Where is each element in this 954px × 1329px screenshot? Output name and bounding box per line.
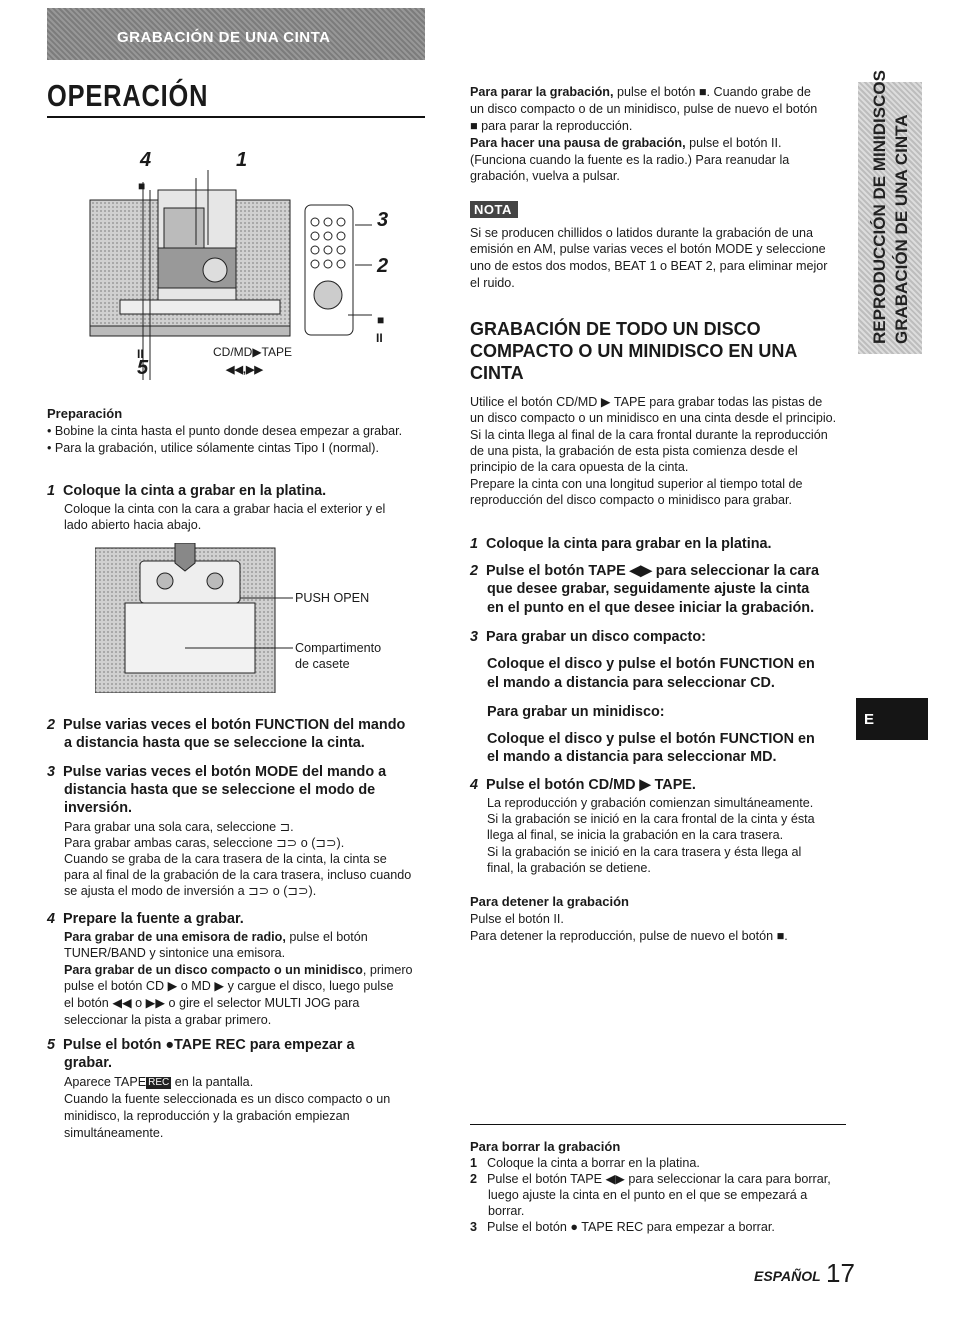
r-step-4-heading: 4 Pulse el botón CD/MD ▶ TAPE. xyxy=(470,777,696,793)
label-5: 5 xyxy=(137,357,149,379)
prep-heading: Preparación xyxy=(47,406,123,421)
compartment-label-1: Compartimento xyxy=(295,641,382,655)
step-3-text-3: Cuando se graba de la cara trasera de la cinta, la cinta se xyxy=(64,852,387,866)
step-3-text-1: Para grabar una sola cara, seleccione ⊐. xyxy=(64,820,294,834)
detener-heading: Para detener la grabación xyxy=(470,894,629,909)
pause-symbol: II xyxy=(137,347,144,361)
section-heading-3: CINTA xyxy=(470,363,524,383)
intro-text-2: un disco compacto o un minidisco en una cinta desde el principio. xyxy=(470,411,837,425)
r-step-4-text-2: Si la grabación se inició en la cara frontal de la cinta y ésta xyxy=(487,812,815,826)
step-4-text-6: seleccionar la pista a grabar primero. xyxy=(64,1013,272,1027)
step-1-text-2: lado abierto hacia abajo. xyxy=(64,518,202,532)
r-step-3-heading: 3 Para grabar un disco compacto: xyxy=(470,629,706,645)
nota-text-2: emisión en AM, pulse varias veces el botón MODE y seleccione xyxy=(470,242,826,256)
step-3-heading-3: inversión. xyxy=(64,800,132,816)
step-4-text-4: pulse el botón CD ▶ o MD ▶ y cargue el disco, luego pulse xyxy=(64,979,394,993)
side-tab-line-2: GRABACIÓN DE UNA CINTA xyxy=(892,114,911,344)
step-1-heading: 1 Coloque la cinta a grabar en la platina. xyxy=(47,483,327,499)
step-5-heading-2: grabar. xyxy=(64,1055,112,1071)
pause-rec-text-2: (Funciona cuando la fuente es la radio.) Para reanudar la xyxy=(470,153,790,167)
step-4-text-2: TUNER/BAND y sintonice una emisora. xyxy=(64,946,286,960)
pause-rec-text-3: grabación, vuelva a pulsar. xyxy=(470,169,620,183)
pause-symbol-remote: II xyxy=(376,331,383,345)
r-step-3-md-2: el mando a distancia para seleccionar MD. xyxy=(487,749,777,765)
language-tab: E xyxy=(856,698,928,740)
prep-bullet-1: • Bobine la cinta hasta el punto donde desea empezar a grabar. xyxy=(47,424,403,438)
r-step-3-cd-2: el mando a distancia para seleccionar CD. xyxy=(487,675,775,691)
step-4-heading: 4 Prepare la fuente a grabar. xyxy=(47,911,244,927)
intro-text-3: Si la cinta llega al final de la cara frontal durante la reproducción xyxy=(470,428,828,442)
compartment-label-2: de casete xyxy=(295,657,350,671)
nota-text-4: el ruido. xyxy=(470,276,515,290)
step-5-text-3: minidisco, la reproducción y la grabación empiezan xyxy=(64,1109,350,1123)
borrar-heading: Para borrar la grabación xyxy=(470,1139,621,1154)
cassette-diagram xyxy=(95,543,295,693)
borrar-step-2-3: borrar. xyxy=(488,1204,525,1218)
r-step-1-heading: 1 Coloque la cinta para grabar en la platina. xyxy=(470,536,772,552)
label-1: 1 xyxy=(236,149,248,171)
nota-text-1: Si se producen chillidos o latidos durante la grabación de una xyxy=(470,226,814,240)
footer-language: ESPAÑOL xyxy=(754,1268,821,1284)
title-rule xyxy=(47,116,425,118)
nota-badge: NOTA xyxy=(470,201,518,218)
intro-text-5: principio de la cara opuesta de la cinta. xyxy=(470,460,689,474)
r-step-4-text-3: llega al final, se inicia la grabación en la cara trasera. xyxy=(487,828,784,842)
section-heading-2: COMPACTO O UN MINIDISCO EN UNA xyxy=(470,341,798,361)
intro-text-1: Utilice el botón CD/MD ▶ TAPE para grabar todas las pistas de xyxy=(470,395,823,409)
step-3-text-5: se ajusta el modo de inversión a ⊐⊃ o (⊐⊃). xyxy=(64,884,317,898)
step-4-text-5: el botón ◀◀ o ▶▶ o gire el selector MULTI JOG para xyxy=(64,996,360,1010)
rec-indicator: REC xyxy=(148,1077,170,1088)
section-heading-1: GRABACIÓN DE TODO UN DISCO xyxy=(470,319,761,339)
r-step-2-heading-1: 2 Pulse el botón TAPE ◀▶ para seleccionar la cara xyxy=(470,563,820,579)
stop-symbol-remote: ■ xyxy=(377,313,385,327)
borrar-step-1: 1 Coloque la cinta a borrar en la platina. xyxy=(470,1156,700,1170)
cdmd-tape-label: CD/MD▶TAPE xyxy=(213,345,293,359)
r-step-3-cd-1: Coloque el disco y pulse el botón FUNCTION en xyxy=(487,656,815,672)
step-3-heading-2: distancia hasta que se seleccione el modo de xyxy=(64,782,376,798)
skip-arrows-label: ◀◀,▶▶ xyxy=(226,364,263,376)
label-3: 3 xyxy=(377,209,389,231)
r-step-2-heading-2: que desee grabar, seguidamente ajuste la cinta xyxy=(487,581,810,597)
banner-title: GRABACIÓN DE UNA CINTA xyxy=(117,29,331,46)
r-step-3-md-heading: Para grabar un minidisco: xyxy=(487,704,665,720)
side-tab xyxy=(858,70,922,354)
stop-symbol: ■ xyxy=(138,179,146,193)
section-banner xyxy=(47,8,425,60)
nota-text-3: uno de estos dos modos, BEAT 1 o BEAT 2, para eliminar mejor xyxy=(470,259,828,273)
step-5-text-2: Cuando la fuente seleccionada es un disco compacto o un xyxy=(64,1092,391,1106)
intro-text-6: Prepare la cinta con una longitud superior al tiempo total de xyxy=(470,477,803,491)
intro-text-4: de una pista, la grabación de esta pista comienza desde el xyxy=(470,444,798,458)
borrar-step-2-2: luego ajuste la cinta en el punto en el que se empezará a xyxy=(488,1188,808,1202)
step-5-heading-1: 5 Pulse el botón ●TAPE REC para empezar a xyxy=(47,1037,355,1053)
side-tab-line-1: REPRODUCCIÓN DE MINIDISCOS xyxy=(870,70,889,344)
step-2-heading-2: a distancia hasta que se seleccione la cinta. xyxy=(64,735,365,751)
push-open-label: PUSH OPEN xyxy=(295,591,370,605)
intro-text-7: reproducción del disco compacto o minidisco para grabar. xyxy=(470,493,793,507)
step-3-text-2: Para grabar ambas caras, seleccione ⊐⊃ o (⊐⊃). xyxy=(64,836,345,850)
r-step-4-text-4: Si la grabación se inició en la cara trasera y ésta llega al xyxy=(487,845,802,859)
step-3-text-4: para al final de la grabación de la cara trasera, incluso cuando xyxy=(64,868,412,882)
r-step-3-md-1: Coloque el disco y pulse el botón FUNCTION en xyxy=(487,731,815,747)
detener-text-1: Pulse el botón II. xyxy=(470,912,564,926)
label-2: 2 xyxy=(377,255,389,277)
stop-rec-text-2: un disco compacto o de un minidisco, pulse de nuevo el botón xyxy=(470,102,818,116)
step-3-heading-1: 3 Pulse varias veces el botón MODE del mando a xyxy=(47,764,387,780)
pause-rec-text-1: Para hacer una pausa de grabación, pulse el botón II. xyxy=(470,136,782,150)
borrar-step-2-1: 2 Pulse el botón TAPE ◀▶ para seleccionar la cara para borrar, xyxy=(470,1172,831,1186)
label-4: 4 xyxy=(140,149,152,171)
step-4-text-1: Para grabar de una emisora de radio, pulse el botón xyxy=(64,930,368,944)
step-2-heading-1: 2 Pulse varias veces el botón FUNCTION del mando xyxy=(47,717,406,733)
step-5-text-1: Aparece TAPE REC en la pantalla. xyxy=(64,1075,254,1089)
borrar-step-3: 3 Pulse el botón ● TAPE REC para empezar a borrar. xyxy=(470,1220,775,1234)
prep-bullet-2: • Para la grabación, utilice sólamente cintas Tipo I (normal). xyxy=(47,441,379,455)
r-step-2-heading-3: en el punto en el que desee iniciar la grabación. xyxy=(487,600,815,616)
step-4-text-3: Para grabar de un disco compacto o un minidisco, primero xyxy=(64,963,413,977)
r-step-4-text-1: La reproducción y grabación comienzan simultáneamente. xyxy=(487,796,814,810)
page-number: 17 xyxy=(826,1258,855,1288)
step-1-text-1: Coloque la cinta con la cara a grabar hacia el exterior y el xyxy=(64,502,386,516)
stop-rec-text-3: ■ para parar la reproducción. xyxy=(470,119,633,133)
step-5-text-4: simultáneamente. xyxy=(64,1126,164,1140)
r-step-4-text-5: final, la grabación se detiene. xyxy=(487,861,651,875)
borrar-rule xyxy=(470,1124,846,1125)
stop-rec-text-1: Para parar la grabación, pulse el botón ■. Cuando grabe de xyxy=(470,85,811,99)
page-title: OPERACIÓN xyxy=(47,78,209,113)
detener-text-2: Para detener la reproducción, pulse de nuevo el botón ■. xyxy=(470,929,788,943)
